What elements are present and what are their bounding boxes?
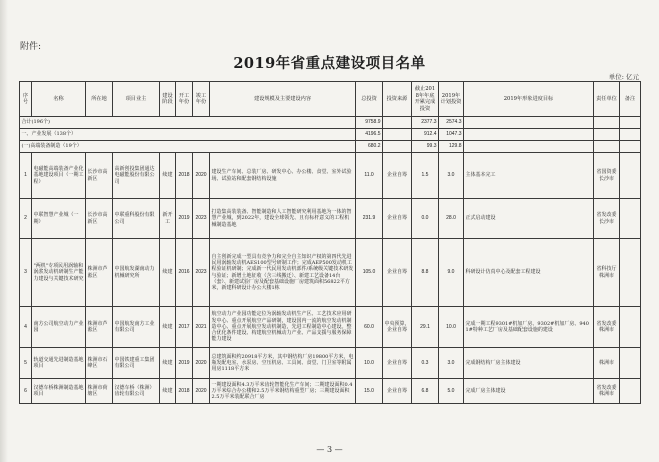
cell-responsible: 省科技厅株洲市 [594,239,620,307]
cell-remark [620,348,641,379]
table-row [20,379,641,404]
document-title: 2019年省重点建设项目名单 [233,55,426,72]
cell-remark [620,307,641,348]
attachment-label: 附件: [20,42,42,52]
cell-stage: 续建 [160,379,176,404]
cell-content: 自主创新完成一型具有竞争力和完全自主知识产权的第四代先进民用涡轴发动机AES100型号研制工作；完成AEP500发动机工程验证机研制；完成新一代民用发动机部件/系统级关键技术研发与验证；新增土地征收（含三线搬迁）、新建工艺设备14台（套）、新建试验厂房及配套基础设施厂房建筑面积56822平方米，新建科研设计办公大楼1栋 [210,239,356,307]
col-total-investment: 总投资 [356,82,383,117]
cell-stage: 续建 [160,153,176,199]
col-location: 所在地 [86,82,113,117]
cell-start-year: 2017 [176,307,193,348]
col-end-year: 竣工年份 [193,82,210,117]
summary-plan: 1047.3 [439,129,464,141]
project-table [19,81,641,404]
cell-content: 打造集高装装备、智能制造和人工智能研究利用基地为一体的智慧产业城，到2022年，建设全球领先、且有标杆意义的工程机械制造基地 [210,199,356,239]
col-responsible: 责任单位 [594,82,620,117]
cell-total: 231.9 [356,199,383,239]
cell-seq: 6 [20,379,32,404]
cell-owner: 中国航发湖南动力机械研究所 [113,239,160,307]
cell-owner: 汉德车桥（株洲）齿轮有限公司 [113,379,160,404]
table-row [20,348,641,379]
cell-source: 企业自筹 [383,379,412,404]
summary-row-equipment [20,141,641,153]
cell-progress: 完成厂房主体建设 [464,379,594,404]
summary-total: 680.2 [356,141,383,153]
cell-name: 汉德车桥株洲制造基地项目 [32,379,86,404]
cell-plan: 5.0 [439,379,464,404]
cell-seq: 4 [20,307,32,348]
cell-responsible: 省发改委长沙市 [594,199,620,239]
cell-end-year: 2023 [193,239,210,307]
cell-seq: 5 [20,348,32,379]
cell-end-year: 2020 [193,379,210,404]
cell-progress: 正式启动建设 [464,199,594,239]
cell-seq: 3 [20,239,32,307]
cell-name: 南方公司航空动力产业园 [32,307,86,348]
cell-progress: 主体基本完工 [464,153,594,199]
table-row [20,307,641,348]
cell-owner: 中国航发南方工业有限公司 [113,307,160,348]
cell-responsible: 省发改委株洲市 [594,307,620,348]
table-row [20,153,641,199]
col-owner: 项目业主 [113,82,160,117]
cell-total: 105.0 [356,239,383,307]
col-funding-source: 投资来源 [383,82,412,117]
cell-owner: 中联重科股份有限公司 [113,199,160,239]
cell-location: 株洲市芦淞区 [86,307,113,348]
cell-responsible: 株洲市 [594,348,620,379]
cell-source: 企业自筹 [383,199,412,239]
cell-total: 15.0 [356,379,383,404]
col-name: 名称 [32,82,86,117]
cell-responsible: 省国资委长沙市 [594,153,620,199]
summary-total: 4196.5 [356,129,383,141]
cell-start-year: 2016 [176,239,193,307]
summary-label: 一、产业发展（138个） [20,129,356,141]
cell-remark [620,239,641,307]
cell-remark [620,379,641,404]
cell-start-year: 2019 [176,348,193,379]
cell-start-year: 2018 [176,153,193,199]
cell-completed: 8.8 [412,239,439,307]
cell-total: 10.0 [356,348,383,379]
cell-source: 企业自筹 [383,348,412,379]
unit-label: 单位: 亿元 [608,73,639,81]
col-seq: 序号 [20,82,32,117]
summary-completed: 2377.3 [412,117,439,129]
col-remark: 备注 [620,82,641,117]
table-row [20,239,641,307]
col-plan-2019: 2019年计划投资 [439,82,464,117]
cell-name: 中联智慧产业城（一期） [32,199,86,239]
cell-location: 株洲市石峰区 [86,348,113,379]
cell-completed: 6.8 [412,379,439,404]
cell-start-year: 2019 [176,199,193,239]
cell-content: 一期建设面积4.3万平米齿轮智能化生产车间；二期建设面积0.4万平米综合办公楼和2.5万平米钢结构重型厂房；三期建设面积2.5万平米装配联合厂房 [210,379,356,404]
cell-progress: 科研设计仿真中心及配套工程建设 [464,239,594,307]
cell-end-year: 2021 [193,307,210,348]
cell-source: 企业自筹 [383,153,412,199]
cell-seq: 1 [20,153,32,199]
cell-start-year: 2018 [176,379,193,404]
cell-plan: 10.0 [439,307,464,348]
cell-stage: 续建 [160,239,176,307]
cell-seq: 2 [20,199,32,239]
cell-end-year: 2020 [193,153,210,199]
cell-location: 株洲市芦淞区 [86,239,113,307]
cell-location: 长沙市高新区 [86,199,113,239]
cell-owner: 高新创投集团通达电磁能股份有限公司 [113,153,160,199]
col-stage: 建设阶段 [160,82,176,117]
cell-content: 建设生产车间、总装厂房、研发中心、办公楼、食堂、室外试验场、试验站和配套钢结构设施 [210,153,356,199]
cell-source: 中央预算，企业自筹 [383,307,412,348]
cell-completed: 0.0 [412,199,439,239]
cell-source: 企业自筹 [383,239,412,307]
cell-progress: 完成钢结构厂房主体建设 [464,348,594,379]
cell-content: 航空动力产业园功能定位为涡轴发动机生产区、工艺技术应用研发中心、重点开展航空产品研制，建设国内一流的航空发动机制造中心、重点开展航空发动机制造，先进工程制造中心建设。整合优化条件建设、构建航空机械动力产业、产品支援与服务保障能力建设 [210,307,356,348]
cell-progress: 完成一期工程9301#机加厂房、9302#机加厂房、9401#特种工艺厂房及基础配套设施的建设 [464,307,594,348]
cell-plan: 9.0 [439,239,464,307]
summary-label: (一)高端装备制造（19个） [20,141,356,153]
cell-location: 株洲市荷塘区 [86,379,113,404]
cell-owner: 中国铁建重工集团有限公司 [113,348,160,379]
summary-completed: 912.4 [412,129,439,141]
cell-remark [620,153,641,199]
cell-stage: 续建 [160,348,176,379]
cell-content: 总建筑面积约20918平方米，其中钢结构厂房19800平方米，电瓶发配电室、水泵房、空压机房、工具间、食堂、门卫室等附属用房1118平方米 [210,348,356,379]
cell-stage: 续建 [160,307,176,348]
table-row [20,199,641,239]
cell-responsible: 省发改委株洲市 [594,379,620,404]
col-completed-2018: 截止2018年年底开累完成投资 [412,82,439,117]
summary-label: 合计(196个) [20,117,356,129]
summary-completed: 99.3 [412,141,439,153]
cell-end-year: 2020 [193,348,210,379]
col-content: 建设规模及主要建设内容 [210,82,356,117]
summary-plan: 2574.3 [439,117,464,129]
summary-row-total [20,117,641,129]
cell-completed: 29.1 [412,307,439,348]
cell-plan: 28.0 [439,199,464,239]
cell-stage: 新开工 [160,199,176,239]
cell-completed: 0.3 [412,348,439,379]
cell-name: 电磁能高端装备产业化基地建设项目（一期工程） [32,153,86,199]
table-header-row [20,82,641,117]
cell-name: "两机"专项民用涡轴和涡浆发动机研制生产能力建设与关键技术研究 [32,239,86,307]
cell-plan: 3.0 [439,348,464,379]
summary-plan: 129.8 [439,141,464,153]
summary-total: 9758.9 [356,117,383,129]
cell-end-year: 2023 [193,199,210,239]
cell-completed: 1.5 [412,153,439,199]
col-progress-2019: 2019年形象进度目标 [464,82,594,117]
page-number: — 3 — [316,445,343,454]
cell-remark [620,199,641,239]
cell-name: 轨道交通先进制造基地项目 [32,348,86,379]
summary-row-industry [20,129,641,141]
cell-total: 11.0 [356,153,383,199]
col-start-year: 开工年份 [176,82,193,117]
cell-total: 60.0 [356,307,383,348]
cell-plan: 3.0 [439,153,464,199]
cell-location: 长沙市高新区 [86,153,113,199]
